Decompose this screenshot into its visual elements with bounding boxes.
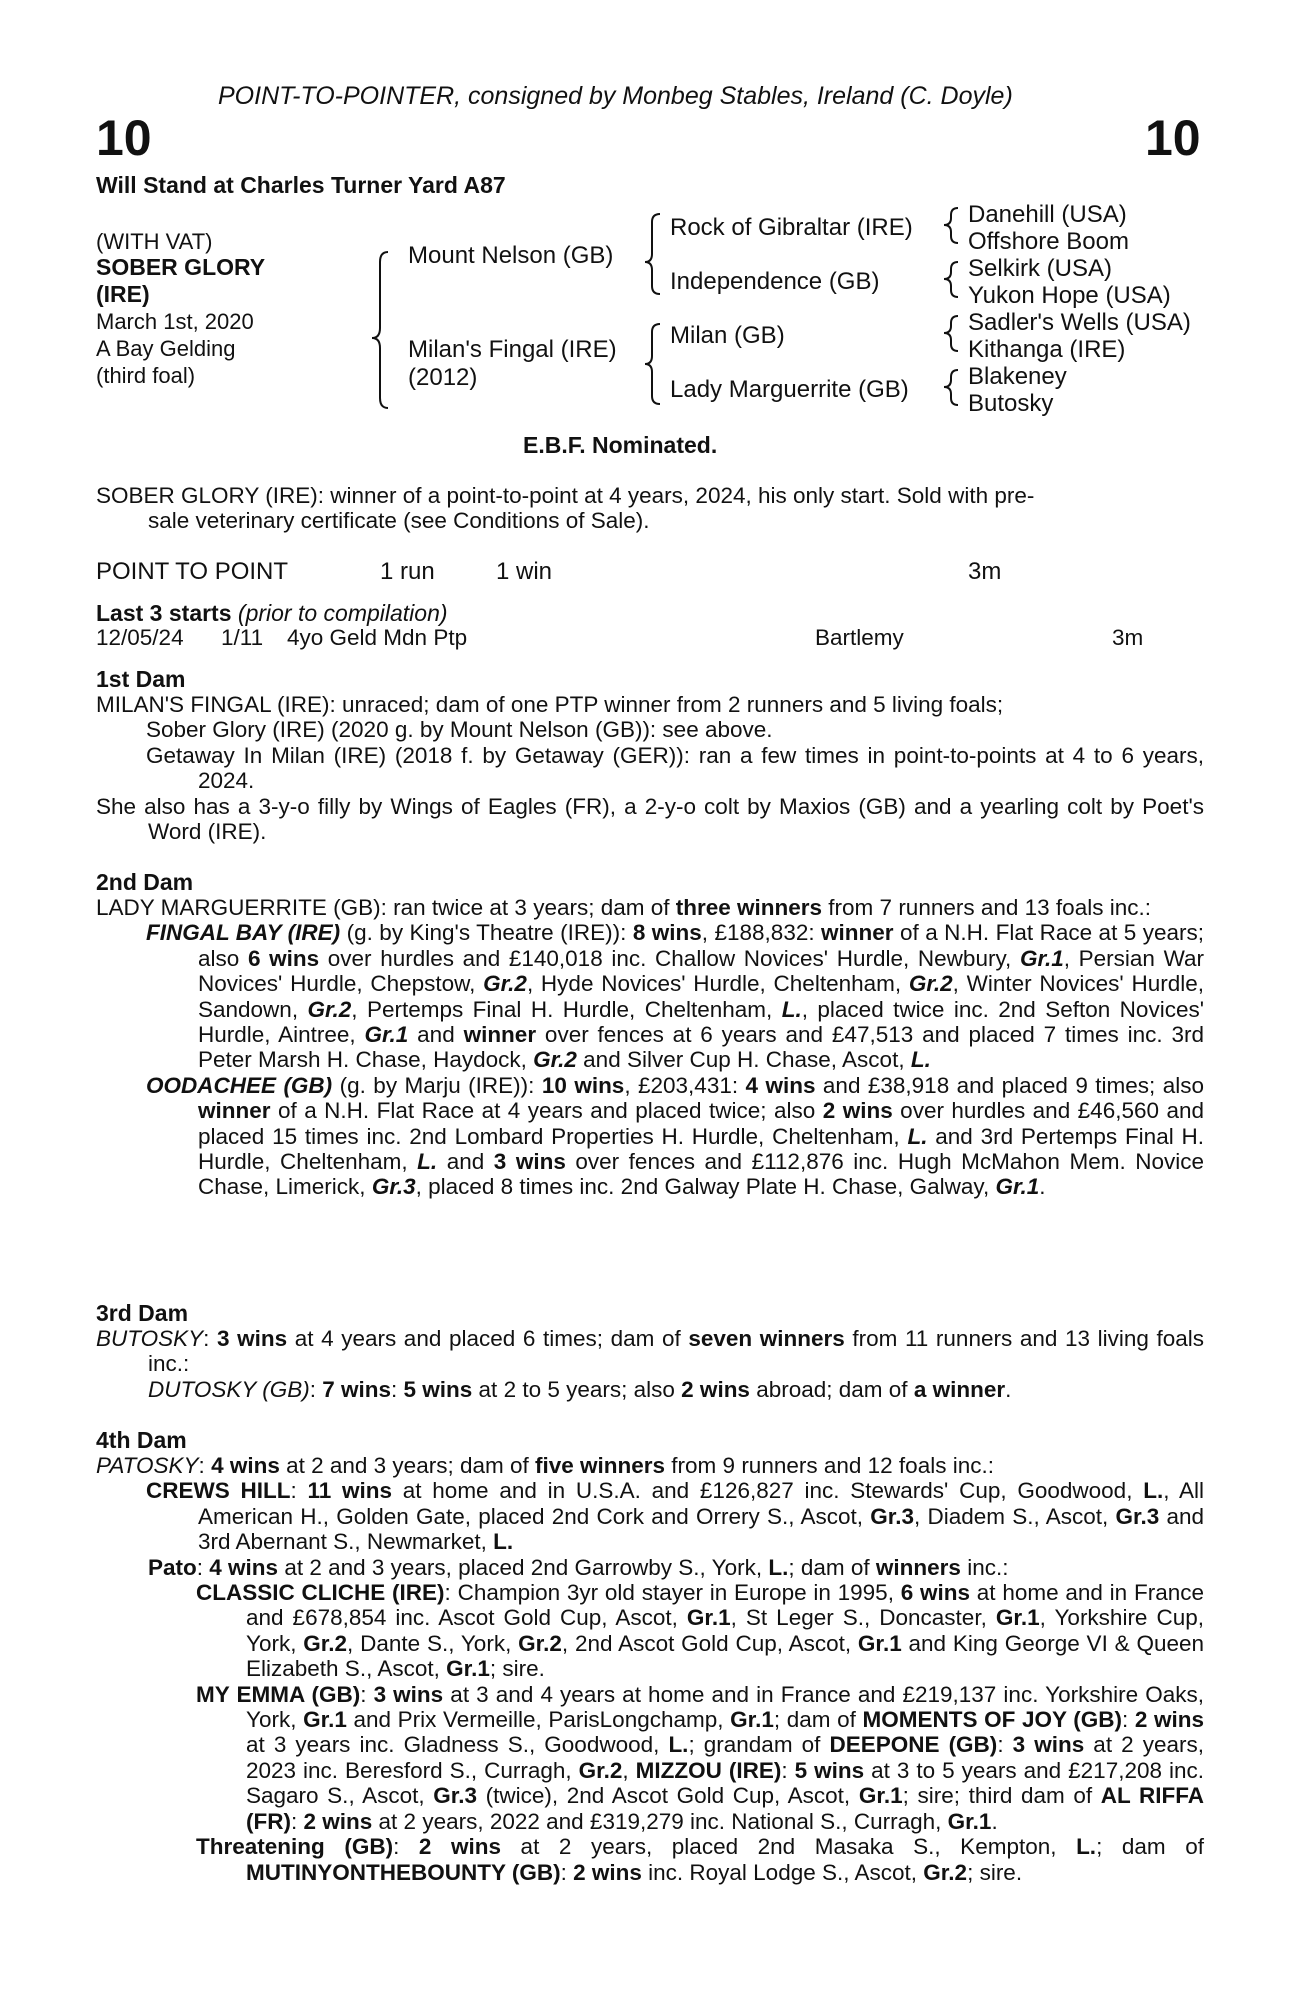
ebf-nomination: E.B.F. Nominated. xyxy=(523,432,718,458)
horse-description: A Bay Gelding xyxy=(96,336,236,361)
third-dam-intro: BUTOSKY: 3 wins at 4 years and placed 6 times; dam of seven winners from 11 runners and 13 living foals inc.: xyxy=(96,1326,1204,1377)
start-distance: 3m xyxy=(1112,625,1144,650)
fourth-dam-heading: 4th Dam xyxy=(96,1427,187,1453)
dam-sire: Milan (GB) xyxy=(670,322,785,349)
sire-dam-sire: Selkirk (USA) xyxy=(968,255,1113,282)
progeny-dutosky: DUTOSKY (GB): 7 wins: 5 wins at 2 to 5 years; also 2 wins abroad; dam of a winner. xyxy=(148,1376,1012,1402)
third-dam-heading: 3rd Dam xyxy=(96,1300,189,1326)
record-wins: 1 win xyxy=(496,558,553,585)
horse-country: (IRE) xyxy=(96,281,150,307)
dam-dam-sire: Blakeney xyxy=(968,363,1067,390)
start-placing: 1/11 xyxy=(221,625,264,650)
progeny-crews-hill: CREWS HILL: 11 wins at home and in U.S.A. and £126,827 inc. Stewards' Cup, Goodwood, L., All American H., Golden Gate, placed 2nd Cork and Orrery S., Ascot, Gr.3, Diadem S., Ascot, Gr.3 and 3rd Abernant S., Newmarket, L. xyxy=(146,1478,1204,1555)
start-race: 4yo Geld Mdn Ptp xyxy=(287,625,468,650)
progeny-oodachee: OODACHEE (GB) (g. by Marju (IRE)): 10 wins, £203,431: 4 wins and £38,918 and placed 9 times; also winner of a N.H. Flat Race at 4 years and placed twice; also 2 wins over hurdles and £46,560 and placed 15 times inc. 2nd Lombard Properties H. Hurdle, Cheltenham, L. and 3rd Pertemps Final H. Hurdle, Cheltenham, L. and 3 wins over fences and £112,876 inc. Hugh McMahon Mem. Novice Chase, Limerick, Gr.3, placed 8 times inc. 2nd Galway Plate H. Chase, Galway, Gr.1. xyxy=(146,1072,1205,1200)
second-dam-section xyxy=(96,895,1204,1200)
grandprogeny-my-emma: MY EMMA (GB): 3 wins at 3 and 4 years at home and in France and £219,137 inc. Yorkshire Oaks, York, Gr.1 and Prix Vermeille, ParisLongchamp, Gr.1; dam of MOMENTS OF JOY (GB): 2 wins at 3 years inc. Gladness S., Goodwood, L.; grandam of DEEPONE (GB): 3 wins at 2 years, 2023 inc. Beresford S., Curragh, Gr.2, MIZZOU (IRE): 5 wins at 3 to 5 years and £217,208 inc. Sagaro S., Ascot, Gr.3 (twice), 2nd Ascot Gold Cup, Ascot, Gr.1; sire; third dam of AL RIFFA (FR): 2 wins at 2 years, 2022 and £319,279 inc. National S., Curragh, Gr.1. xyxy=(196,1681,1205,1834)
start-date: 12/05/24 xyxy=(96,625,184,650)
foal-note: (third foal) xyxy=(96,363,196,388)
third-dam-section xyxy=(96,1326,1204,1402)
grandprogeny-threatening: Threatening (GB): 2 wins at 2 years, placed 2nd Masaka S., Kempton, L.; dam of MUTINYONTHEBOUNTY (GB): 2 wins inc. Royal Lodge S., Ascot, Gr.2; sire. xyxy=(196,1834,1204,1885)
fourth-dam-intro: PATOSKY: 4 wins at 2 and 3 years; dam of five winners from 9 runners and 12 foals inc.: xyxy=(96,1453,994,1478)
first-dam-foal: Sober Glory (IRE) (2020 g. by Mount Nelson (GB)): see above. xyxy=(146,717,773,743)
record-label: POINT TO POINT xyxy=(96,558,289,585)
record-distance: 3m xyxy=(968,558,1002,585)
record-runs: 1 run xyxy=(380,558,435,585)
stand-location: Will Stand at Charles Turner Yard A87 xyxy=(96,172,506,198)
lot-number-left: 10 xyxy=(96,110,152,166)
dam: Milan's Fingal (IRE) xyxy=(408,336,617,363)
vat-note: (WITH VAT) xyxy=(96,229,213,254)
first-dam-intro: MILAN'S FINGAL (IRE): unraced; dam of one PTP winner from 2 runners and 5 living foals; xyxy=(96,692,1004,717)
catalogue-header: POINT-TO-POINTER, consigned by Monbeg Stables, Ireland (C. Doyle) xyxy=(218,82,1013,110)
dam-dam-dam: Butosky xyxy=(968,390,1054,417)
summary-line: sale veterinary certificate (see Conditions of Sale). xyxy=(148,508,650,534)
first-dam-also: She also has a 3-y-o filly by Wings of Eagles (FR), a 2-y-o colt by Maxios (GB) and a yearling colt by Poet's Word (IRE). xyxy=(96,793,1204,845)
first-dam-foal: Getaway In Milan (IRE) (2018 f. by Getaway (GER)): ran a few times in point-to-points at 4 to 6 years, 2024. xyxy=(146,742,1204,794)
progeny-pato: Pato: 4 wins at 2 and 3 years, placed 2nd Garrowby S., York, L.; dam of winners inc.: xyxy=(148,1554,1009,1580)
second-dam-intro: LADY MARGUERRITE (GB): ran twice at 3 years; dam of three winners from 7 runners and 13 foals inc.: xyxy=(96,895,1151,920)
sire-sire: Rock of Gibraltar (IRE) xyxy=(670,214,913,241)
sire-sire-dam: Offshore Boom xyxy=(968,228,1129,255)
last-starts-title: Last 3 starts xyxy=(96,600,232,626)
horse-summary xyxy=(96,483,1204,534)
start-course: Bartlemy xyxy=(815,625,904,650)
last-starts-note: (prior to compilation) xyxy=(237,600,448,626)
dam-year: (2012) xyxy=(408,364,478,391)
fourth-dam-section xyxy=(96,1453,1204,1885)
progeny-fingal-bay: FINGAL BAY (IRE) (g. by King's Theatre (IRE)): 8 wins, £188,832: winner of a N.H. Flat Race at 5 years; also 6 wins over hurdles and £140,018 inc. Challow Novices' Hurdle, Newbury, Gr.1, Persian War Novices' Hurdle, Chepstow, Gr.2, Hyde Novices' Hurdle, Cheltenham, Gr.2, Winter Novices' Hurdle, Sandown, Gr.2, Pertemps Final H. Hurdle, Cheltenham, L., placed twice inc. 2nd Sefton Novices' Hurdle, Aintree, Gr.1 and winner over fences at 6 years and £47,513 and placed 7 times inc. 3rd Peter Marsh H. Chase, Haydock, Gr.2 and Silver Cup H. Chase, Ascot, L. xyxy=(146,920,1205,1073)
dam-dam: Lady Marguerrite (GB) xyxy=(670,376,909,403)
sire-sire-sire: Danehill (USA) xyxy=(968,201,1127,228)
first-dam-section xyxy=(96,692,1204,844)
foaling-date: March 1st, 2020 xyxy=(96,309,254,334)
lot-number-right: 10 xyxy=(1145,110,1201,166)
dam-sire-sire: Sadler's Wells (USA) xyxy=(968,309,1191,336)
summary-line: SOBER GLORY (IRE): winner of a point-to-point at 4 years, 2024, his only start. Sold with pre- xyxy=(96,483,1035,508)
grandprogeny-classic-cliche: CLASSIC CLICHE (IRE): Champion 3yr old stayer in Europe in 1995, 6 wins at home and in France and £678,854 inc. Ascot Gold Cup, Ascot, Gr.1, St Leger S., Doncaster, Gr.1, Yorkshire Cup, York, Gr.2, Dante S., York, Gr.2, 2nd Ascot Gold Cup, Ascot, Gr.1 and King George VI & Queen Elizabeth S., Ascot, Gr.1; sire. xyxy=(196,1580,1204,1682)
dam-sire-dam: Kithanga (IRE) xyxy=(968,336,1126,363)
sire-dam: Independence (GB) xyxy=(670,268,880,295)
sire-dam-dam: Yukon Hope (USA) xyxy=(968,282,1171,309)
second-dam-heading: 2nd Dam xyxy=(96,869,194,895)
sire: Mount Nelson (GB) xyxy=(408,242,614,269)
first-dam-heading: 1st Dam xyxy=(96,666,186,692)
last-starts-heading xyxy=(96,600,448,627)
horse-name: SOBER GLORY xyxy=(96,254,266,280)
